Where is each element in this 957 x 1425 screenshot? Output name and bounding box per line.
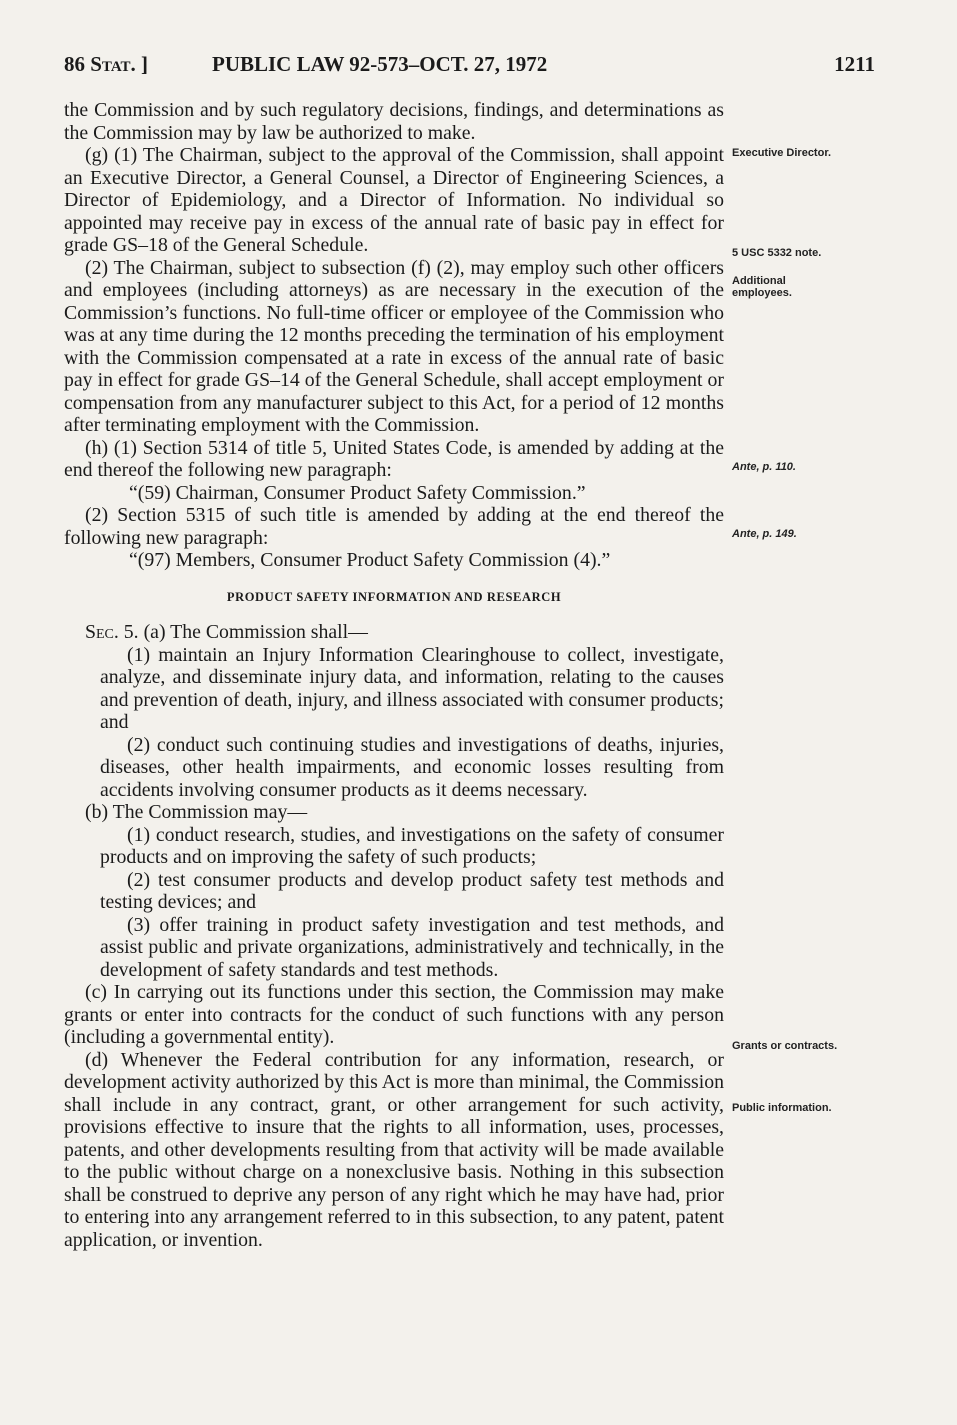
clause-b1: (1) conduct research, studies, and investigations on the safety of consumer products and on improving the safety of such products; bbox=[100, 823, 724, 868]
subsection-d: (d) Whenever the Federal contribution for any information, research, or development activity authorized by this Act is more than minimal, the Commission shall include in any contract, grant, or other arrangement for such activity, provisions effective to insure that the rights to all information, uses, processes, patents, and other developments resulting from that activity will be made available to the public without charge on a nonexclusive basis. Nothing in this subsection shall be construed to deprive any person of any right which he may have had, prior to entering into any arrangement referred to in this subsection, to any patent, patent application, or invention. bbox=[64, 1048, 724, 1251]
section-heading: PRODUCT SAFETY INFORMATION AND RESEARCH bbox=[226, 589, 562, 604]
margin-note-executive-director: Executive Director. bbox=[732, 147, 832, 159]
margin-note-additional-employees: Additional employees. bbox=[732, 275, 792, 299]
clause-a1: (1) maintain an Injury Information Clearinghouse to collect, investigate, analyze, and disseminate injury data, and information, relating to the causes and prevention of death, injury, and illness associated with consumer products; and bbox=[100, 643, 724, 733]
margin-note-usc: 5 USC 5332 note. bbox=[732, 247, 822, 259]
margin-note-grants: Grants or contracts. bbox=[732, 1040, 838, 1052]
law-title: PUBLIC LAW 92-573–OCT. 27, 1972 bbox=[212, 52, 548, 76]
subsection-c: (c) In carrying out its functions under this section, the Commission may make grants or enter into contracts for the conduct of such functions with any person (including a governmental entity). bbox=[64, 981, 724, 1048]
statute-reference: 86 Stat. ] bbox=[64, 52, 149, 76]
margin-note-ante-110: Ante, p. 110. bbox=[732, 461, 796, 473]
page-header bbox=[64, 52, 875, 82]
paragraph-h1: (h) (1) Section 5314 of title 5, United States Code, is amended by adding at the end thereof the following new paragraph: bbox=[64, 436, 724, 481]
section-5b-intro: (b) The Commission may— bbox=[85, 801, 308, 823]
quoted-paragraph-97: “(97) Members, Consumer Product Safety Commission (4).” bbox=[129, 549, 611, 571]
paragraph-continuation: the Commission and by such regulatory decisions, findings, and determinations as the Commission may by law be authorized to make. bbox=[64, 99, 724, 144]
quoted-paragraph-59: “(59) Chairman, Consumer Product Safety Commission.” bbox=[129, 481, 586, 504]
paragraph-g1: (g) (1) The Chairman, subject to the approval of the Commission, shall appoint an Executive Director, a General Counsel, a Director of Engineering Sciences, a Director of Epidemiology, and a Director of Information. No individual so appointed may receive pay in excess of the annual rate of basic pay in effect for grade GS–18 of the General Schedule. bbox=[64, 144, 724, 256]
section-label: Sec. 5. bbox=[85, 621, 139, 643]
paragraph-h2: (2) Section 5315 of such title is amended by adding at the end thereof the following new paragraph: bbox=[64, 504, 724, 549]
section-5-intro bbox=[64, 621, 724, 644]
margin-note-public-information: Public information. bbox=[732, 1102, 832, 1114]
paragraph-g2: (2) The Chairman, subject to subsection (f) (2), may employ such other officers and employees (including attorneys) as are necessary in the execution of the Commission’s functions. No full-time officer or employee of the Commission who was at any time during the 12 months preceding the termination of his employment with the Commission compensated at a rate in excess of the annual rate of basic pay in effect for grade GS–14 of the General Schedule, shall accept employment or compensation from any manufacturer subject to this Act, for a period of 12 months after terminating employment with the Commission. bbox=[64, 256, 724, 436]
main-text bbox=[64, 99, 724, 1251]
clause-b3: (3) offer training in product safety investigation and test methods, and assist public and private organizations, administratively and technically, in the development of safety standards and test methods. bbox=[100, 913, 724, 981]
page-number: 1211 bbox=[834, 52, 875, 76]
margin-note-ante-149: Ante, p. 149. bbox=[732, 528, 797, 540]
clause-b2: (2) test consumer products and develop product safety test methods and testing devices; and bbox=[100, 868, 724, 913]
section-5a-intro: (a) The Commission shall— bbox=[143, 621, 368, 643]
clause-a2: (2) conduct such continuing studies and investigations of deaths, injuries, diseases, other health impairments, and economic losses resulting from accidents involving consumer products as it deems necessary. bbox=[100, 733, 724, 801]
